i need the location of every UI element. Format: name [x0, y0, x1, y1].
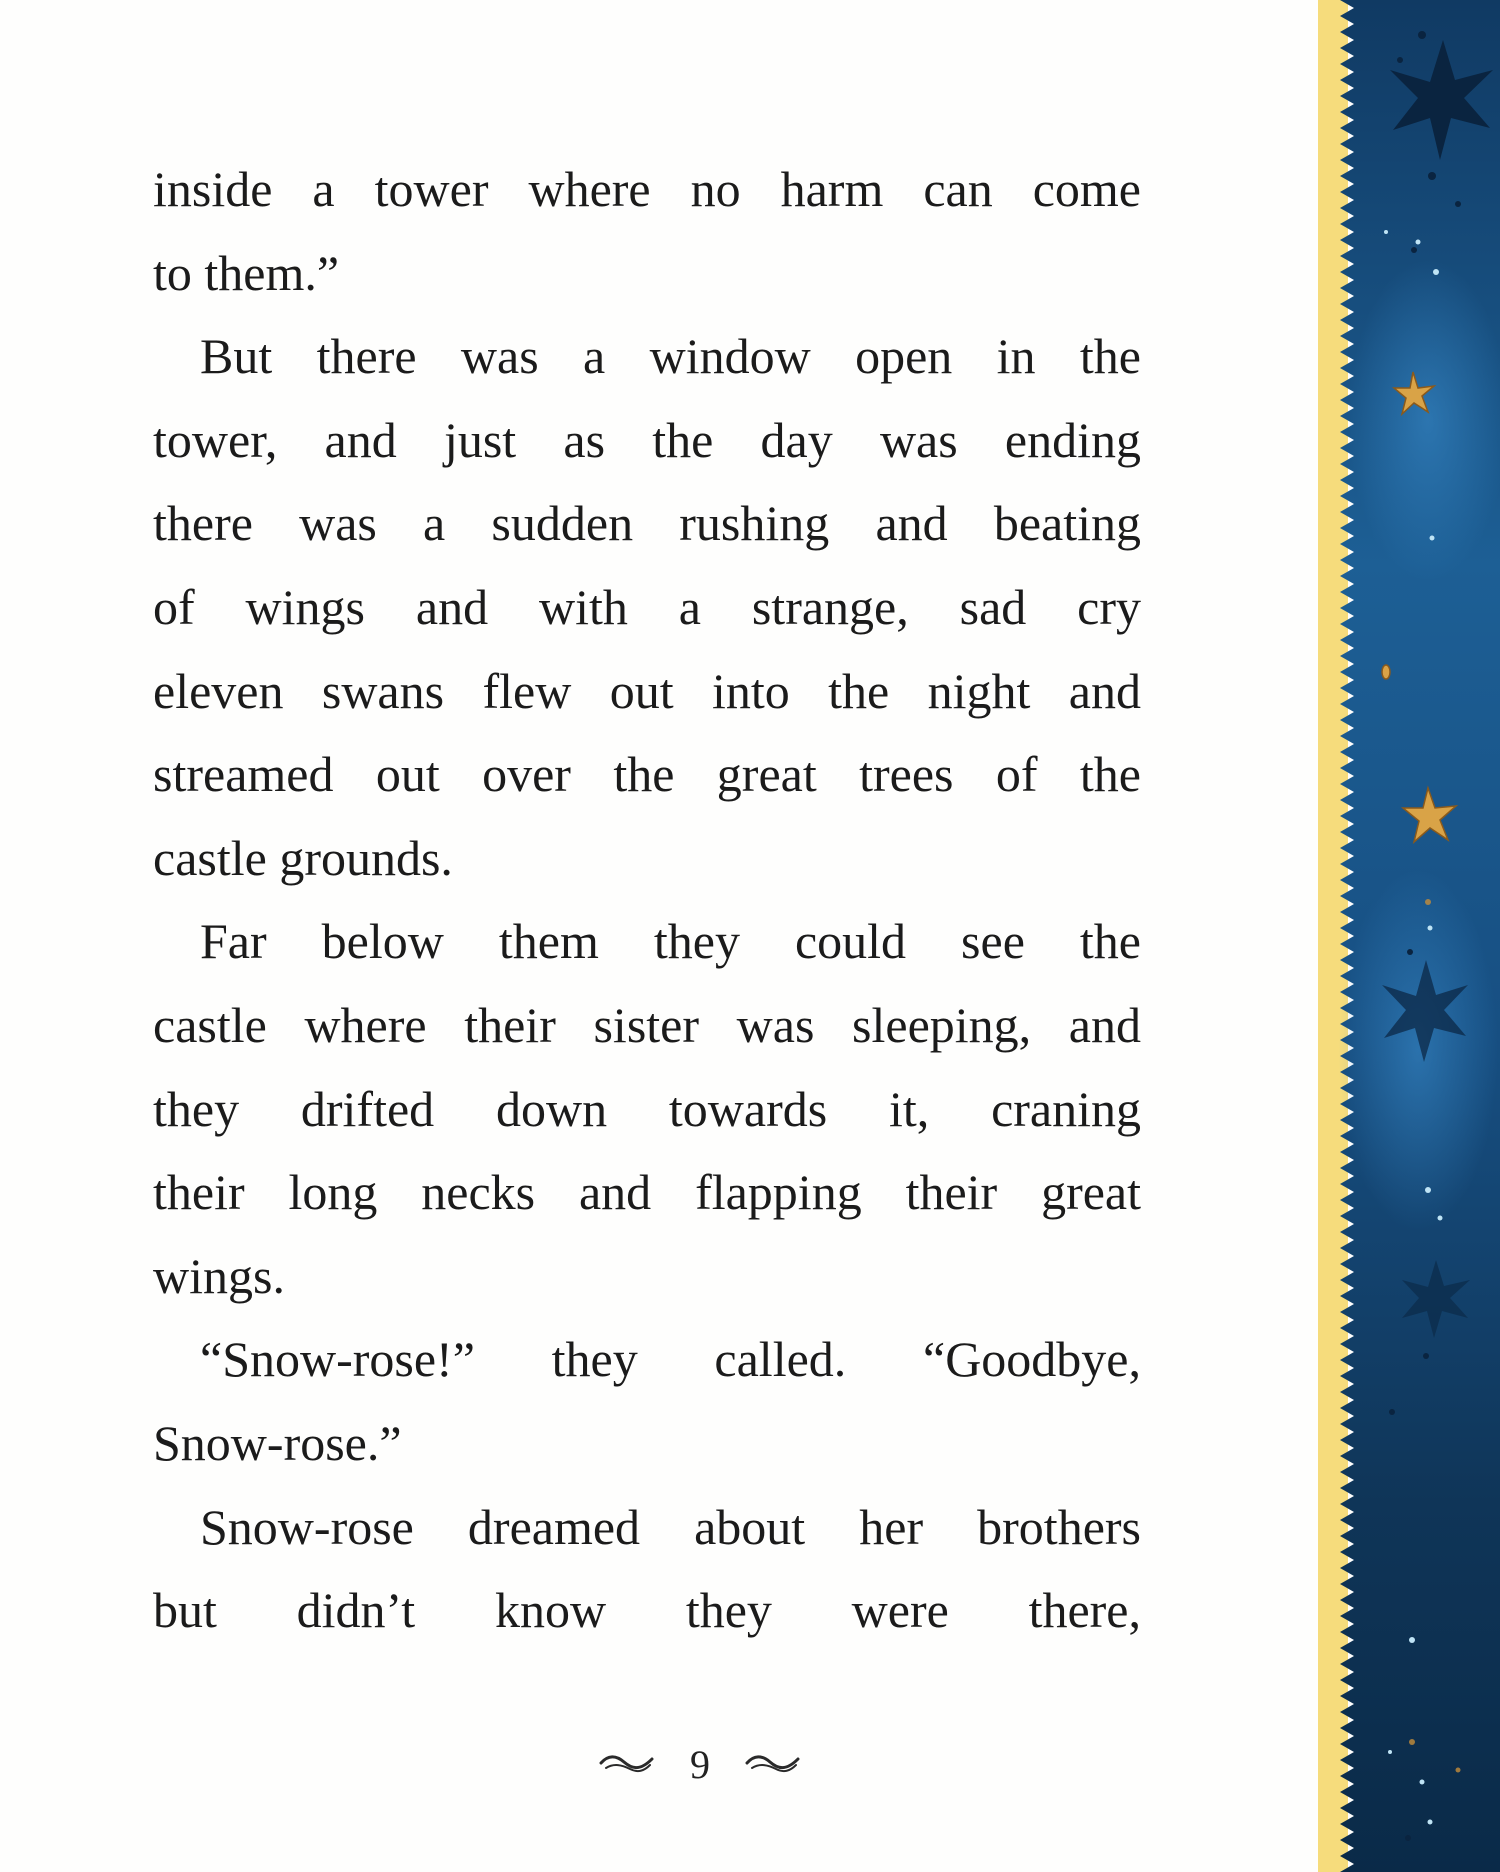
night-sky-border: [1318, 0, 1500, 1872]
text-line: Snow-rose.”: [153, 1414, 402, 1471]
yellow-edge: [1318, 0, 1348, 1872]
text-line: their long necks and flapping their great: [153, 1164, 1141, 1221]
text-line: tower, and just as the day was ending: [153, 411, 1141, 468]
swash-left-icon: [598, 1753, 656, 1775]
text-line: there was a sudden rushing and beating: [153, 495, 1141, 552]
page-number: 9: [690, 1741, 710, 1787]
text-line: eleven swans flew out into the night and: [153, 662, 1141, 719]
text-line: wings.: [153, 1247, 285, 1304]
text-line: But there was a window open in the: [200, 328, 1141, 385]
text-line: of wings and with a strange, sad cry: [153, 578, 1141, 635]
text-line: Snow-rose dreamed about her brothers: [200, 1498, 1141, 1555]
text-line: streamed out over the great trees of the: [153, 746, 1141, 803]
text-line: inside a tower where no harm can come: [153, 161, 1141, 217]
text-line: but didn’t know they were there,: [153, 1582, 1141, 1639]
swash-right-icon: [744, 1753, 802, 1775]
text-line: castle grounds.: [153, 829, 453, 886]
text-line: they drifted down towards it, craning: [153, 1080, 1141, 1137]
page-number-footer: [570, 1734, 830, 1794]
text-line: Far below them they could see the: [200, 913, 1141, 970]
text-line: to them.”: [153, 244, 340, 301]
text-line: castle where their sister was sleeping, and: [153, 996, 1141, 1053]
body-text: [153, 148, 1141, 1653]
text-line: “Snow-rose!” they called. “Goodbye,: [200, 1331, 1141, 1388]
